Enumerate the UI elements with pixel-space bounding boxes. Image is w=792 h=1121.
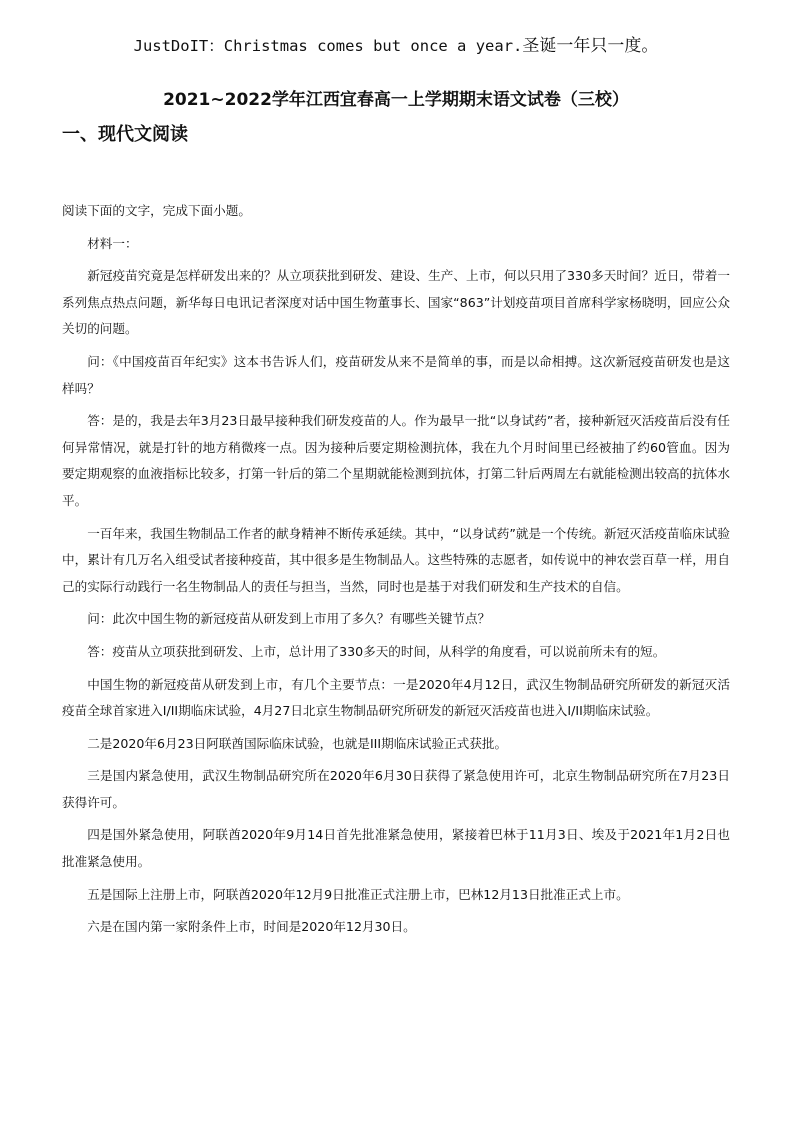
section-heading: 一、现代文阅读 (62, 124, 188, 145)
passage-paragraph: 新冠疫苗究竟是怎样研发出来的？从立项获批到研发、建设、生产、上市，何以只用了330多天时间？近日，带着一系列焦点热点问题，新华每日电讯记者深度对话中国生物董事长、国家“863”计划疫苗项目首席科学家杨晓明，回应公众关切的问题。 (62, 268, 730, 337)
passage-paragraph: 四是国外紧急使用，阿联酋2020年9月14日首先批准紧急使用，紧接着巴林于11月3日、埃及于2021年1月2日也批准紧急使用。 (62, 827, 730, 870)
passage-paragraph: 六是在国内第一家附条件上市，时间是2020年12月30日。 (87, 919, 416, 935)
passage-paragraph: 五是国际上注册上市，阿联酋2020年12月9日批准正式注册上市，巴林12月13日批准正式上市。 (87, 886, 629, 902)
reading-passage (62, 198, 730, 947)
header-chinese-text: 圣诞一年只一度。 (522, 36, 659, 56)
passage-paragraph: 答：是的，我是去年3月23日最早接种我们研发疫苗的人。作为最早一批“以身试药”者，接种新冠灭活疫苗后没有任何异常情况，就是打针的地方稍微疼一点。因为接种后要定期检测抗体，我在九个月时间里已经被抽了约60管血。因为要定期观察的血液指标比较多，打第一针后的第二个星期就能检测到抗体，打第二针后两周左右就能检测出较高的抗体水平。 (62, 413, 730, 508)
passage-paragraph: 二是2020年6月23日阿联酋国际临床试验，也就是III期临床试验正式获批。 (87, 735, 508, 751)
material-label: 材料一： (87, 235, 138, 251)
page-header (0, 34, 792, 58)
passage-paragraph: 三是国内紧急使用，武汉生物制品研究所在2020年6月30日获得了紧急使用许可，北京生物制品研究所在7月23日获得许可。 (62, 768, 730, 810)
header-english-text: JustDoIT：Christmas comes but once a year. (133, 37, 523, 55)
passage-paragraph: 问：此次中国生物的新冠疫苗从研发到上市用了多久？有哪些关键节点？ (87, 611, 491, 627)
passage-paragraph: 问：《中国疫苗百年纪实》这本书告诉人们，疫苗研发从来不是简单的事，而是以命相搏。这次新冠疫苗研发也是这样吗？ (62, 353, 730, 396)
passage-paragraph: 一百年来，我国生物制品工作者的献身精神不断传承延续。其中，“以身试药”就是一个传统。新冠灭活疫苗临床试验中，累计有几万名入组受试者接种疫苗，其中很多是生物制品人。这些特殊的志愿者，如传说中的神农尝百草一样，用自己的实际行动践行一名生物制品人的责任与担当，当然，同时也是基于对我们研发和生产技术的自信。 (62, 525, 730, 594)
passage-paragraph: 中国生物的新冠疫苗从研发到上市，有几个主要节点：一是2020年4月12日，武汉生物制品研究所研发的新冠灭活疫苗全球首家进入I/II期临床试验，4月27日北京生物制品研究所研发的新冠灭活疫苗也进入I/II期临床试验。 (62, 676, 730, 719)
exam-title: 2021~2022学年江西宜春高一上学期期末语文试卷（三校） (163, 90, 629, 110)
instruction-paragraph: 阅读下面的文字，完成下面小题。 (62, 203, 251, 218)
passage-paragraph: 答：疫苗从立项获批到研发、上市，总计用了330多天的时间，从科学的角度看，可以说前所未有的短。 (87, 643, 666, 659)
